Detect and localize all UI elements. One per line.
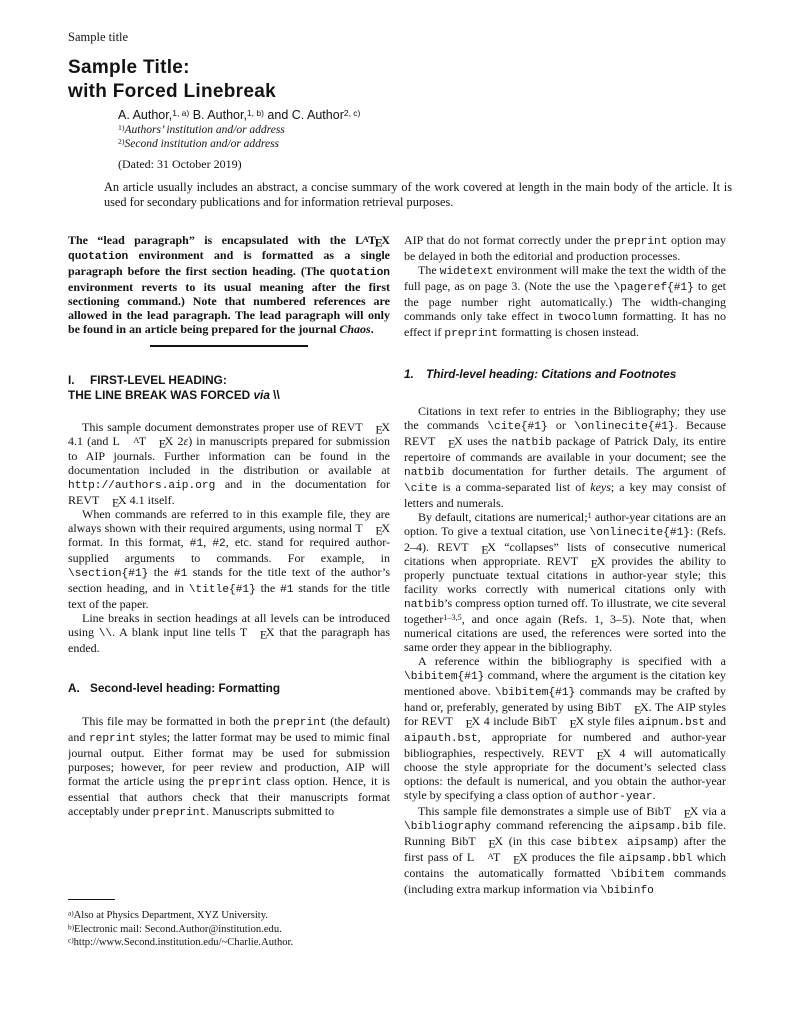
text-segment: E — [590, 556, 599, 571]
text-segment: E — [375, 523, 383, 538]
text-segment: ; a key may consist of letters and numerals. — [404, 479, 726, 510]
text-segment: quotation — [329, 267, 390, 279]
text-segment: keys — [590, 479, 611, 494]
text-segment: \\ — [98, 628, 113, 640]
right-column — [404, 233, 726, 949]
text-segment: preprint — [273, 716, 327, 729]
text-segment: and C. Author — [263, 108, 344, 122]
text-segment: X format. In this format, — [68, 521, 390, 549]
text-segment: styles; the latter format may be used to mimic final journal output. Either format may be used for submission purposes; however, for peer review and production, AIP will format the article using the — [68, 729, 390, 788]
text-segment: formatting. It has no effect if — [404, 309, 726, 339]
two-column-body — [68, 233, 726, 949]
text-segment: is a comma-separated list of — [437, 479, 591, 494]
text-segment: E — [513, 852, 521, 867]
text-segment: . Manuscripts submitted to — [206, 803, 335, 818]
text-segment: , and once again (Refs. 1, 3–5). Note that, when numerical citations are used, the references were sorted into the same order they appear in the bibliography. — [404, 611, 726, 654]
paragraph-revtex-intro — [68, 420, 390, 510]
text-segment: A — [362, 233, 369, 244]
title-line-2: with Forced Linebreak — [68, 81, 276, 102]
text-segment: file. Running BibT — [404, 817, 726, 848]
text-segment: Also at Physics Department, XYZ University. — [73, 910, 268, 922]
text-segment: http://www.Second.institution.edu/~Charlie.Author. — [73, 936, 294, 948]
text-segment: \cite — [404, 482, 438, 495]
running-header: Sample title — [68, 30, 129, 44]
text-segment: aipauth.bst — [404, 732, 478, 745]
text-segment: T — [368, 233, 377, 247]
text-segment: \bibitem — [610, 868, 665, 881]
paragraph-formatting — [68, 714, 390, 820]
text-segment: class option. Hence, it is essential that authors check that their manuscripts format acceptably under — [68, 773, 390, 818]
text-segment: twocolumn — [557, 312, 618, 324]
text-segment: which contains the automatically formatted — [404, 849, 726, 880]
text-segment: a) — [68, 909, 74, 918]
text-segment: stands for the title text of the author’s section heading, and in — [68, 565, 390, 595]
text-segment: X (in this case — [494, 833, 578, 848]
text-segment: By default, citations are numerical; — [418, 509, 588, 524]
text-segment: \\ — [269, 387, 280, 402]
text-segment: , appropriate for numbered and author-year bibliographies, respectively. REVT — [404, 729, 726, 760]
text-segment: (the default) and — [68, 713, 390, 744]
text-segment: #1 — [280, 584, 294, 596]
text-segment: This file may be formatted in both the — [82, 713, 274, 728]
section-heading-first-level — [68, 373, 390, 402]
text-segment: \bibitem{#1} — [404, 670, 485, 683]
title-line-1: Sample Title: — [68, 57, 190, 78]
text-segment: A reference within the bibliography is specified with a — [418, 653, 726, 668]
text-segment: aipsamp.bbl — [618, 852, 693, 865]
text-segment: X 4.1 itself. — [117, 493, 175, 507]
footnote-b — [68, 923, 390, 936]
text-segment: A — [487, 850, 494, 861]
text-segment: X provides the ability to properly punctuate textual citations in author-year style; this facility works correctly with numerical citations only with — [404, 553, 726, 596]
text-segment: and — [705, 713, 726, 728]
text-segment: c) — [68, 936, 74, 945]
text-segment: X uses the — [453, 433, 512, 448]
text-segment: \title{#1} — [188, 584, 256, 596]
text-segment: \section{#1} — [68, 568, 149, 580]
text-segment: The “lead paragraph” is encapsulated with the L — [68, 233, 364, 247]
text-segment: E — [634, 702, 642, 717]
text-segment: B. Author, — [189, 108, 247, 122]
text-segment: ) in manuscripts prepared for submission to AIP journals. Further information can be found in the documentation included in the distribution or available at — [68, 434, 390, 477]
text-segment: X via a — [689, 803, 726, 818]
text-segment: Chaos — [339, 322, 371, 336]
text-segment: 1–3,5 — [443, 612, 462, 622]
abstract-paragraph: An article usually includes an abstract, a concise summary of the work covered at length in the main body of the article. It is used for secondary publications and for information retrieval purposes. — [104, 180, 732, 209]
text-segment: \onlinecite{#1} — [589, 526, 690, 539]
text-segment: This sample document demonstrates proper use of REVT — [82, 420, 363, 434]
affiliation-2 — [118, 137, 734, 151]
text-segment: X 4 will automatically choose the style appropriate for the document’s selected class options: the default is numerical, and you obtain the author-year style by specifying a class option of — [404, 745, 726, 802]
text-segment: reprint — [88, 732, 136, 745]
text-segment: bibtex aipsamp — [577, 836, 674, 849]
paragraph-aip-continued — [404, 233, 726, 263]
text-segment: ’s compress option turned off. To illustrate, we cite several together — [404, 595, 726, 626]
text-segment: X — [381, 233, 390, 247]
text-segment: E — [375, 422, 383, 437]
paragraph-numerical-citations — [404, 510, 726, 654]
authors-line — [118, 108, 734, 123]
text-segment: \pageref{#1} — [613, 282, 694, 294]
text-segment: 1, a) — [172, 107, 190, 118]
footnote-c — [68, 936, 390, 949]
text-segment: . A blank input line tells T — [112, 625, 248, 639]
text-segment: preprint — [208, 776, 262, 789]
text-segment: X style files — [575, 713, 639, 728]
text-segment: command, where the argument is the citation key mentioned above. — [404, 667, 726, 698]
text-segment: the — [255, 581, 281, 595]
dateline: (Dated: 31 October 2019) — [118, 157, 242, 171]
text-segment: http://authors.aip.org — [68, 480, 216, 492]
paragraph-bibtex-sample — [404, 804, 726, 898]
text-segment: option may be delayed in both the editorial and production processes. — [404, 233, 726, 263]
text-segment: 1, b) — [246, 107, 264, 118]
text-segment: E — [683, 806, 692, 821]
text-segment: via — [253, 387, 270, 402]
paragraph-command-format — [68, 507, 390, 611]
text-segment: natbib — [511, 436, 552, 449]
text-segment: \cite{#1} — [487, 420, 548, 433]
text-segment: E — [158, 436, 167, 451]
byline-block — [118, 108, 734, 151]
text-segment: \onlinecite{#1} — [574, 420, 675, 433]
text-segment: author-year — [578, 790, 653, 803]
text-segment: THE LINE BREAK WAS FORCED — [68, 387, 254, 402]
text-segment: . — [370, 322, 374, 336]
section-heading-second-level — [68, 681, 390, 696]
text-segment: command referencing the — [491, 817, 629, 832]
text-segment: E — [259, 627, 268, 642]
text-segment: E — [111, 495, 120, 510]
text-segment: X produces the file — [518, 849, 619, 864]
text-segment: : (Refs. 2–4). REVT — [404, 523, 726, 554]
text-segment: X 4.1 (and L — [68, 420, 390, 448]
text-segment: 1) — [118, 123, 125, 133]
text-segment: AIP that do not format correctly under the — [404, 233, 614, 247]
text-segment: X 2 — [164, 434, 184, 448]
text-segment: E — [481, 542, 489, 557]
left-column — [68, 233, 390, 949]
text-segment: #1 — [189, 538, 204, 550]
paragraph-bibitem — [404, 654, 726, 804]
text-segment: environment and is formatted as a single paragraph before the first section heading. (The — [68, 248, 390, 278]
footnote-rule — [68, 899, 115, 900]
lead-separator-rule — [150, 345, 308, 347]
text-segment: or — [547, 417, 575, 432]
text-segment: X “collapses” lists of consecutive numerical citations when appropriate. REVT — [404, 539, 726, 568]
text-segment: author-year citations are an option. To give a textual citation, use — [404, 509, 726, 538]
section-number: A. — [68, 681, 80, 695]
text-segment: E — [447, 436, 456, 451]
text-segment: Line breaks in section headings at all levels can be introduced using — [68, 611, 390, 639]
text-segment: \bibitem{#1} — [494, 686, 576, 699]
section-number: I. — [68, 373, 75, 387]
text-segment: Citations in text refer to entries in the Bibliography; they use the commands — [404, 403, 726, 432]
text-segment: E — [465, 716, 473, 731]
text-segment: Second institution and/or address — [124, 138, 280, 150]
text-segment: . Because REVT — [404, 417, 726, 448]
section-heading-third-level — [404, 367, 726, 382]
text-segment: X. The AIP styles for REVT — [404, 699, 726, 728]
text-segment: preprint — [152, 806, 207, 819]
text-segment: quotation — [68, 251, 129, 263]
text-segment: the — [148, 565, 174, 579]
text-segment: . — [652, 787, 656, 802]
text-segment: natbib — [404, 466, 445, 479]
text-segment: commands may be crafted by hand or, preferably, generated by using BibT — [404, 683, 726, 714]
text-segment: A. Author, — [118, 108, 173, 122]
text-segment: E — [596, 748, 604, 763]
text-segment: E — [488, 836, 496, 851]
text-segment: commands (including extra markup information via — [404, 865, 726, 896]
text-segment: The — [418, 263, 440, 277]
affiliation-1 — [118, 123, 734, 137]
text-segment: 1 — [587, 510, 592, 520]
lead-paragraph — [68, 233, 390, 336]
text-segment: This sample file demonstrates a simple use of BibT — [418, 803, 672, 818]
text-segment: E — [374, 235, 383, 250]
text-segment: stands for the title text of the paper. — [68, 581, 390, 611]
text-segment: X 4 include BibT — [471, 713, 557, 728]
text-segment: environment will make the text the width of the full page, as on page 3. (Note the use the — [404, 263, 726, 293]
text-segment: , etc. stand for required author-supplied arguments to commands. For example, in — [68, 535, 390, 565]
text-segment: T — [138, 434, 147, 448]
section-title: Second-level heading: Formatting — [90, 681, 281, 695]
text-segment: #2 — [212, 538, 226, 550]
paragraph-citations-intro — [404, 404, 726, 510]
text-segment: documentation for further details. The argument of — [444, 463, 726, 478]
text-segment: \bibliography — [404, 820, 492, 833]
text-segment: widetext — [439, 266, 494, 278]
text-segment: formatting is chosen instead. — [497, 325, 639, 339]
section-number: 1. — [404, 367, 414, 381]
paragraph-line-breaks — [68, 611, 390, 655]
text-segment: When commands are referred to in this example file, they are always shown with their required arguments, using normal T — [68, 507, 390, 535]
text-segment: Electronic mail: Second.Author@institution.edu. — [74, 923, 282, 935]
section-heading-line-2 — [68, 388, 390, 403]
article-title — [68, 56, 734, 104]
text-segment: , — [203, 535, 213, 549]
section-title: Third-level heading: Citations and Footnotes — [426, 367, 677, 381]
text-segment: environment reverts to its usual meaning after the first sectioning command.) Note that numbered references are allowed in the lead paragraph. The lead paragraph will only be found in an article being prepared for the journal — [68, 280, 390, 336]
paragraph-widetext — [404, 263, 726, 341]
section-title: FIRST-LEVEL HEADING: — [90, 373, 227, 387]
text-segment: T — [493, 849, 501, 864]
text-segment: E — [569, 716, 577, 731]
text-segment: package of Patrick Daly, its entire repertoire of commands are available in your document; see the — [404, 433, 726, 464]
text-segment: \bibinfo — [600, 884, 654, 897]
text-segment: aipnum.bst — [638, 716, 706, 729]
text-segment: ε — [183, 434, 189, 448]
text-segment: X that the paragraph has ended. — [68, 625, 390, 655]
text-segment: Authors’ institution and/or address — [124, 124, 285, 136]
text-segment: #1 — [173, 568, 188, 580]
footnote-a — [68, 909, 390, 922]
text-segment: aipsamp.bib — [628, 820, 702, 833]
text-segment: and in the documentation for REVT — [68, 477, 390, 507]
text-segment: A — [133, 434, 140, 445]
text-segment: natbib — [404, 598, 445, 611]
footnote-block — [68, 893, 390, 949]
section-heading-line-1 — [68, 373, 390, 388]
text-segment: ) after the first pass of L — [404, 833, 726, 864]
text-segment: preprint — [613, 236, 668, 248]
text-segment: preprint — [444, 328, 498, 340]
text-segment: 2, c) — [343, 107, 361, 118]
text-segment: b) — [68, 922, 74, 931]
text-segment: to get the page number right automatically.) The width-changing commands only take effect in — [404, 279, 726, 323]
text-segment: 2) — [118, 137, 125, 147]
